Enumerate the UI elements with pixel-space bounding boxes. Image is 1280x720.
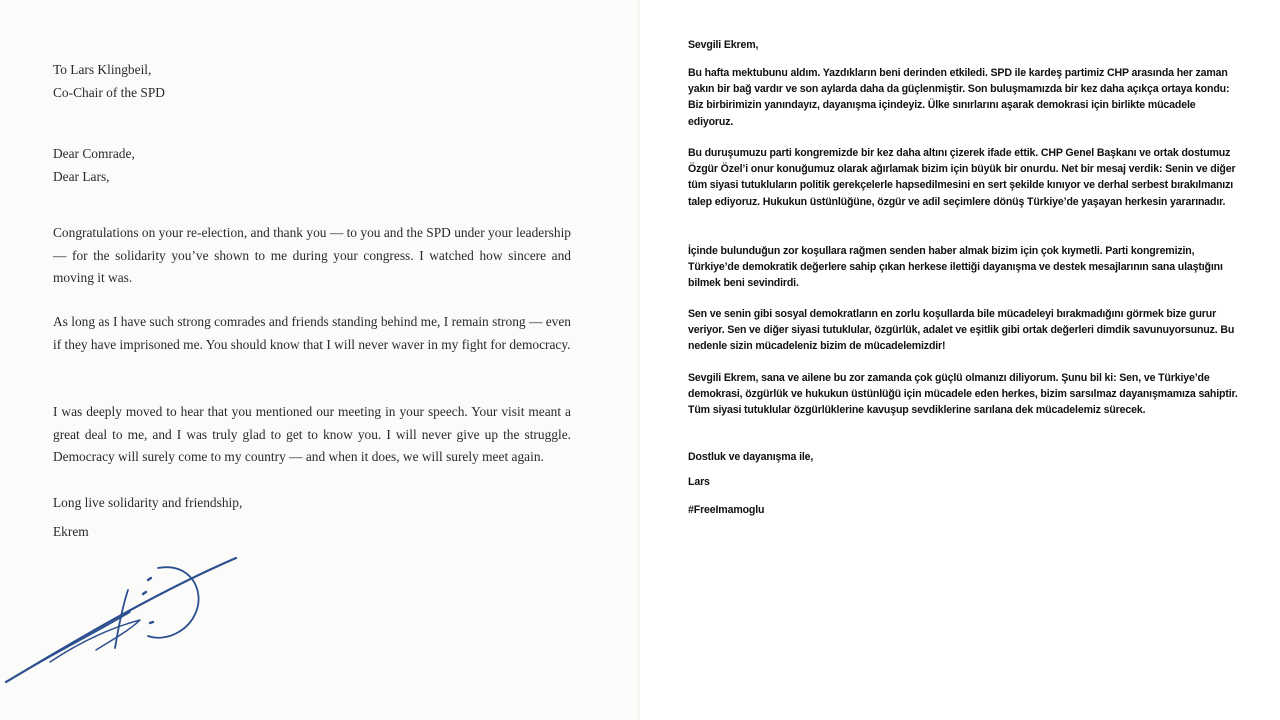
right-greeting: Sevgili Ekrem, [688,39,759,51]
left-paragraph-1 [53,222,571,290]
left-closing-block [53,488,242,546]
right-closing: Dostluk ve dayanışma ile, [688,451,814,463]
salutation-comrade: Dear Comrade, [53,146,135,161]
salutation-name: Dear Lars, [53,168,110,184]
recipient-title: Co-Chair of the SPD [53,84,165,100]
right-paragraph-5: Sevgili Ekrem, sana ve ailene bu zor zamanda çok güçlü olmanızı diliyorum. Şunu bil ki: Sen, ve Türkiye’de demokrasi, özgürlük ve hukukun üstünlüğü için mücadele eden herkes, bizim sarsılmaz dayanışmamıza sahiptir. Tüm siyasi tutuklular özgürlüklerine kavuşup sevdiklerine sarılana dek mücadelemiz sürecek. [688,372,1238,417]
salutation-block [53,143,135,188]
right-paragraph-2: Bu duruşumuzu parti kongremizde bir kez daha altını çizerek ifade ettik. CHP Genel Başkanı ve ortak dostumuz Özgür Özel’i onur konuğumuz olarak ağırlamak bizim için büyük bir onurdu. Net bir mesaj verdik: Senin ve diğer tüm siyasi tutukluların politik gerekçelerle hapsedilmesini en sert şekilde kınıyor ve derhal serbest bırakılmanızı talep ediyoruz. Hukukun üstünlüğüne, özgür ve adil seçimlere dönüş Türkiye’de yaşayan herkesin yararınadır. [688,147,1236,208]
left-paragraph-2-text: As long as I have such strong comrades and friends standing behind me, I remain strong — even if they have imprisoned me. You should know that I will never waver in my fight for democracy. [53,314,571,352]
left-paragraph-1-text: Congratulations on your re-election, and thank you — to you and the SPD under your leadership — for the solidarity you’ve shown to me during your congress. I watched how sincere and moving it was. [53,225,571,285]
hashtag: #FreeImamoglu [688,504,765,516]
signature-strokes [6,558,236,682]
recipient-block [53,59,165,104]
right-paragraph-3: İçinde bulunduğun zor koşullara rağmen senden haber almak bizim için çok kıymetli. Parti kongremizin, Türkiye’de demokratik değerlere sahip çıkan herkese ilettiği dayanışma ve destek mesajlarının sana ulaştığını bilmek beni sevindirdi. [688,245,1223,290]
left-signoff: Ekrem [53,524,89,539]
right-signoff: Lars [688,476,710,488]
left-closing: Long live solidarity and friendship, [53,495,243,510]
left-paragraph-3-text: I was deeply moved to hear that you mentioned our meeting in your speech. Your visit meant a great deal to me, and I was truly glad to get to know you. I will never give up the struggle. Democracy will surely come to my country — and when it does, we will surely meet again. [53,404,571,464]
handwritten-signature [0,550,260,690]
recipient-name: To Lars Klingbeil, [53,62,152,77]
right-paragraph-4: Sen ve senin gibi sosyal demokratların en zorlu koşullarda bile mücadeleyi bırakmadığını görmek bize gurur veriyor. Sen ve diğer siyasi tutuklular, özgürlük, adalet ve eşitlik gibi ortak değerleri dimdik savunuyorsunuz. Bu nedenle sizin mücadeleniz bizim de mücadelemizdir! [688,308,1235,353]
left-paragraph-2 [53,311,571,356]
right-paragraph-1: Bu hafta mektubunu aldım. Yazdıkların beni derinden etkiledi. SPD ile kardeş partimiz CHP arasında her zaman yakın bir bağ vardır ve son aylarda daha da güçlenmiştir. Son buluşmamızda bir kez daha açıkça ortaya kondu: Biz birbirimizin yanındayız, dayanışma içindeyiz. Ülke sınırlarını aşarak demokrasi için birlikte mücadele ediyoruz. [688,67,1230,128]
left-paragraph-3 [53,401,571,469]
